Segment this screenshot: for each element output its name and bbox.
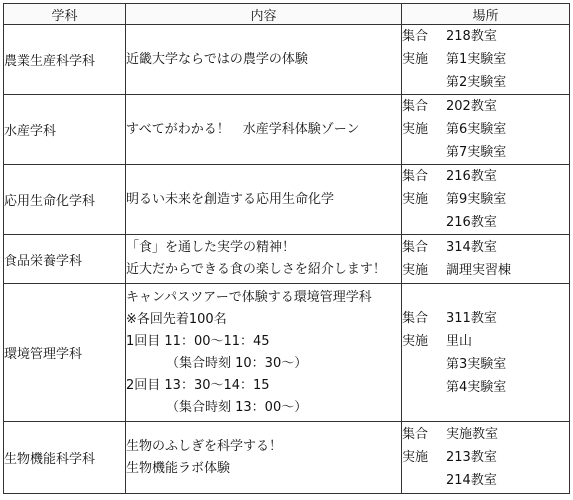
content-line: ※各回先着100名 (126, 311, 227, 327)
place-cell (402, 235, 570, 284)
place-label: 実施 (402, 450, 429, 465)
place-cell (402, 25, 570, 95)
place-label: 集合 (402, 310, 429, 326)
place-line (402, 71, 569, 94)
dept-cell: 農業生産科学科 (4, 25, 126, 95)
dept-cell: 食品栄養学科 (4, 235, 126, 284)
content-line: 近大だからできる食の楽しさを紹介します！ (126, 262, 386, 277)
place-value: 里山 (446, 333, 473, 349)
place-value: 311教室 (446, 310, 497, 326)
place-label (402, 71, 446, 94)
place-label: 実施 (402, 263, 429, 278)
place-line (402, 165, 569, 188)
dept-cell: 環境管理学科 (4, 284, 126, 422)
place-label: 集合 (402, 240, 429, 255)
dept-cell: 生物機能科学科 (4, 422, 126, 494)
content-cell (126, 284, 402, 422)
place-value: 213教室 (446, 450, 497, 465)
place-line (402, 376, 569, 399)
place-line (402, 141, 569, 164)
place-label: 集合 (402, 427, 429, 442)
header-content: 内容 (126, 4, 402, 25)
table-row (4, 165, 570, 235)
place-cell (402, 165, 570, 235)
place-label (402, 141, 446, 164)
place-label: 実施 (402, 52, 429, 67)
place-label: 実施 (402, 333, 429, 349)
place-value: 202教室 (446, 99, 497, 114)
place-line (402, 259, 569, 282)
place-label: 集合 (402, 169, 429, 184)
place-value: 214教室 (446, 473, 497, 488)
content-cell (126, 25, 402, 95)
content-line: 1回目 11：00～11：45 (126, 333, 270, 349)
table-row (4, 95, 570, 165)
place-value: 216教室 (446, 169, 497, 184)
place-line (402, 469, 569, 492)
place-line (402, 307, 569, 330)
place-value: 実施教室 (446, 427, 499, 442)
place-line (402, 423, 569, 446)
content-cell (126, 235, 402, 284)
place-line (402, 48, 569, 71)
place-value: 調理実習棟 (446, 263, 512, 278)
place-line (402, 353, 569, 376)
place-cell (402, 422, 570, 494)
place-label (402, 353, 446, 376)
place-line (402, 211, 569, 234)
header-place: 場所 (402, 4, 570, 25)
schedule-table (3, 3, 570, 494)
table-header-row (4, 4, 570, 25)
content-line: 近畿大学ならではの農学の体験 (126, 51, 308, 67)
place-line (402, 118, 569, 141)
place-value: 216教室 (446, 215, 497, 230)
place-line (402, 95, 569, 118)
place-line (402, 188, 569, 211)
content-line: 生物のふしぎを科学する！ (126, 438, 283, 454)
place-line (402, 25, 569, 48)
place-value: 第1実験室 (446, 52, 507, 67)
content-line: キャンパスツアーで体験する環境管理学科 (126, 289, 372, 305)
content-line: 「食」を通した実学の精神！ (126, 240, 296, 255)
table-row (4, 25, 570, 95)
place-label: 集合 (402, 99, 429, 114)
content-cell (126, 165, 402, 235)
place-cell (402, 284, 570, 422)
place-value: 第9実験室 (446, 192, 507, 207)
place-label (402, 211, 446, 234)
content-line: すべてがわかる！ 水産学科体験ゾーン (126, 121, 360, 137)
place-value: 第2実験室 (446, 75, 507, 90)
dept-cell: 応用生命化学科 (4, 165, 126, 235)
place-value: 第6実験室 (446, 122, 507, 137)
place-value: 314教室 (446, 240, 497, 255)
content-line: （集合時刻 10：30～） (166, 355, 308, 371)
place-value: 第3実験室 (446, 356, 507, 372)
place-label: 集合 (402, 29, 429, 44)
content-cell (126, 422, 402, 494)
table-row (4, 422, 570, 494)
place-label: 実施 (402, 122, 429, 137)
place-label (402, 376, 446, 399)
place-line (402, 446, 569, 469)
place-value: 第7実験室 (446, 145, 507, 160)
place-line (402, 330, 569, 353)
place-value: 218教室 (446, 29, 497, 44)
table-row (4, 284, 570, 422)
content-line: 2回目 13：30～14：15 (126, 377, 270, 393)
place-line (402, 236, 569, 259)
content-cell (126, 95, 402, 165)
place-label (402, 469, 446, 492)
place-cell (402, 95, 570, 165)
table-row (4, 235, 570, 284)
content-line: 明るい未来を創造する応用生命化学 (126, 191, 335, 207)
content-line: 生物機能ラボ体験 (126, 460, 231, 476)
content-line: （集合時刻 13：00～） (166, 399, 308, 415)
dept-cell: 水産学科 (4, 95, 126, 165)
place-value: 第4実験室 (446, 379, 507, 395)
header-dept: 学科 (4, 4, 126, 25)
place-label: 実施 (402, 192, 429, 207)
